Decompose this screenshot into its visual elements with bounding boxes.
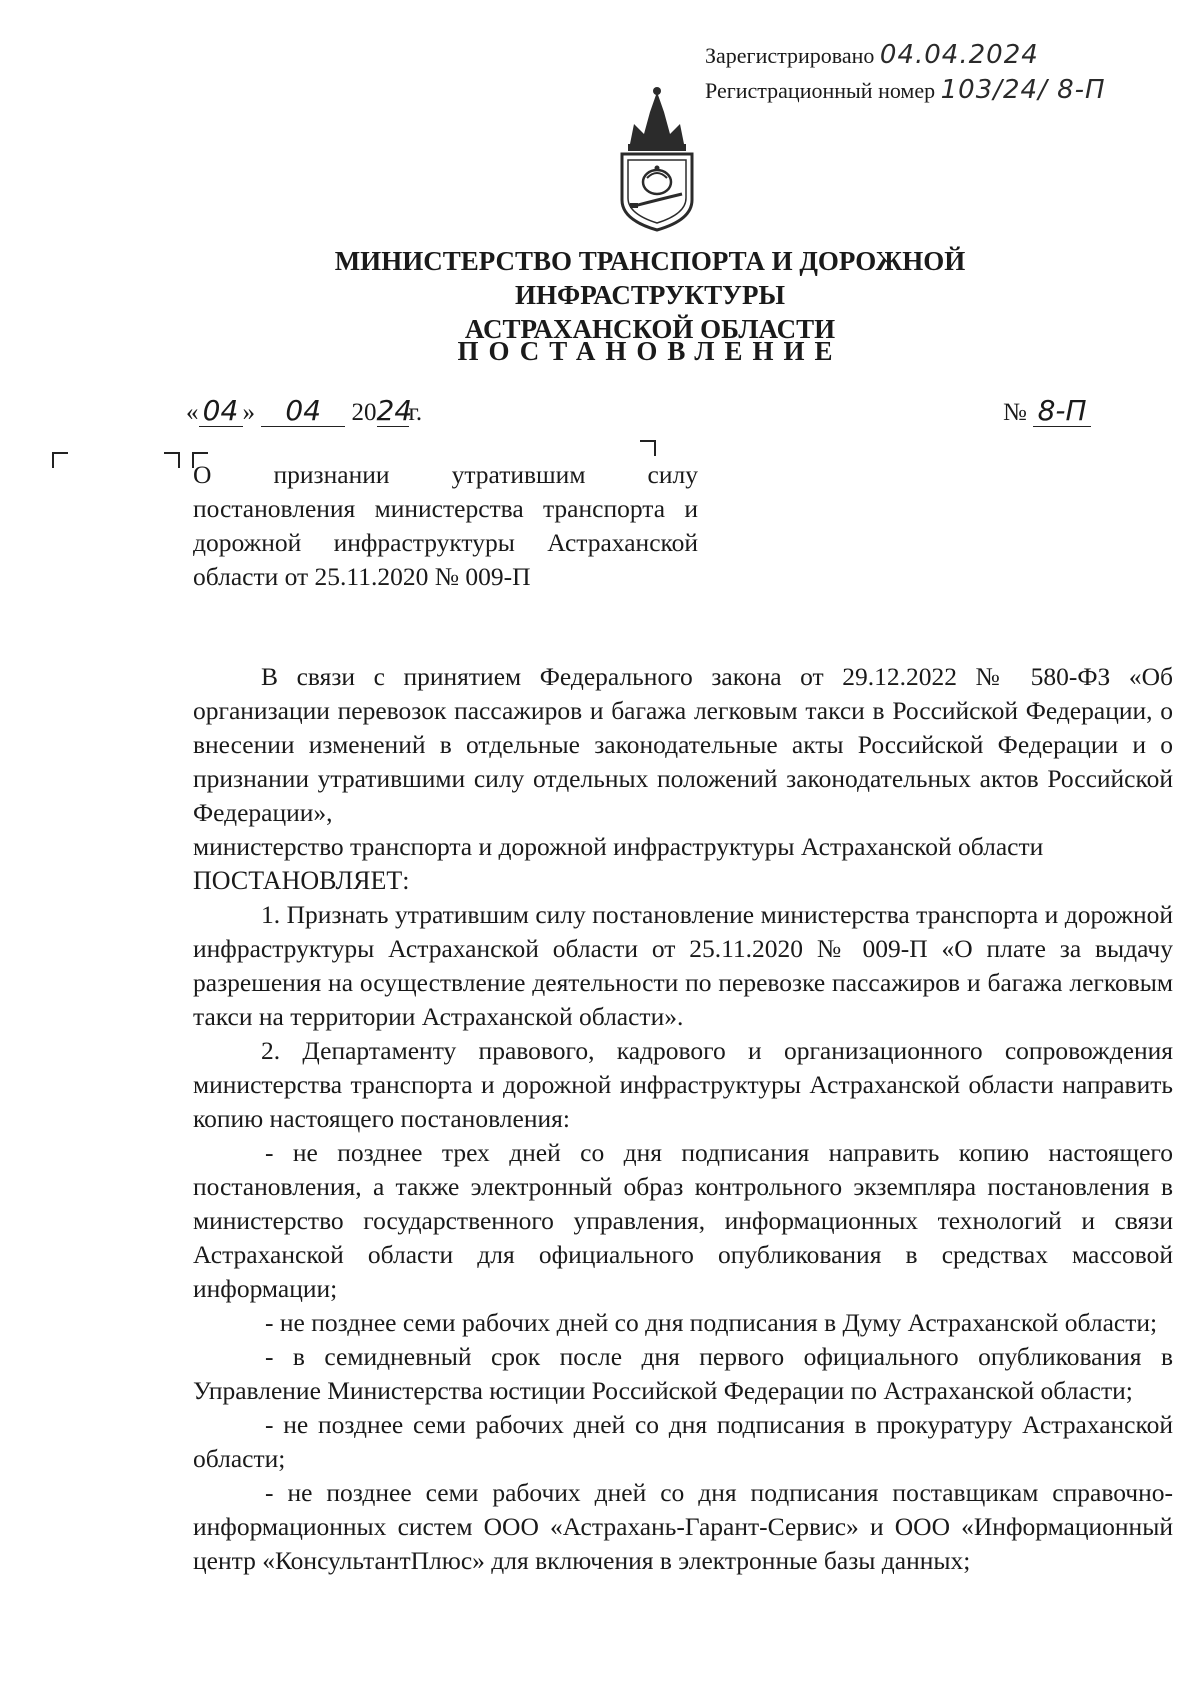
reg-number: 103/24/ 8-П	[940, 75, 1106, 105]
ministry-title	[200, 244, 1100, 346]
item-1: 1. Признать утратившим силу постановление министерства транспорта и дорожной инфраструктуры Астраханской области от 25.11.2020 № 009-П «О плате за выдачу разрешения на осуществление деятельности по перевозке пассажиров и багажа легковым такси на территории Астраханской области».	[193, 900, 1173, 1031]
ministry-line-2: АСТРАХАНСКОЙ ОБЛАСТИ	[464, 314, 836, 344]
corner-mark-right	[640, 440, 656, 456]
document-body	[193, 660, 1173, 1578]
date-suffix: г.	[408, 399, 423, 426]
corner-mark-mid-right	[164, 452, 180, 468]
registered-label: Зарегистрировано	[705, 43, 875, 68]
number-label: №	[1003, 399, 1027, 426]
item-2: 2. Департаменту правового, кадрового и организационного сопровождения министерства транспорта и дорожной инфраструктуры Астраханской области направить копию настоящего постановления:	[193, 1036, 1173, 1133]
date-day: 04	[199, 396, 243, 427]
date-month: 04	[261, 396, 345, 427]
date-close-quote: »	[242, 399, 255, 426]
bullet-4: - не позднее семи рабочих дней со дня подписания в прокуратуру Астраханской области;	[193, 1410, 1173, 1473]
document-date	[186, 396, 422, 427]
reg-number-label: Регистрационный номер	[705, 78, 936, 103]
document-type: ПОСТАНОВЛЕНИЕ	[457, 336, 843, 366]
resolves-label: ПОСТАНОВЛЯЕТ:	[193, 866, 410, 895]
coat-of-arms-icon	[612, 82, 702, 232]
date-year: 24	[376, 394, 413, 427]
document-number	[1003, 396, 1091, 427]
bullet-1: - не позднее трех дней со дня подписания направить копию настоящего постановления, а также электронный образ контрольного экземпляра постановления в министерство государственного управления, информационных технологий и связи Астраханской области для официального опубликования в средствах массовой информации;	[193, 1138, 1173, 1303]
issuer: министерство транспорта и дорожной инфраструктуры Астраханской области	[193, 832, 1044, 861]
registration-stamp	[705, 38, 1106, 108]
date-century: 20	[351, 399, 377, 426]
preamble: В связи с принятием Федерального закона от 29.12.2022 № 580-ФЗ «Об организации перевозок пассажиров и багажа легковым такси в Российской Федерации, о внесении изменений в отдельные законодательные акты Российской Федерации и о признании утратившими силу отдельных положений законодательных актов Российской Федерации»,	[193, 662, 1173, 827]
registered-date: 04.04.2024	[879, 40, 1039, 70]
ministry-line-1: МИНИСТЕРСТВО ТРАНСПОРТА И ДОРОЖНОЙ ИНФРАСТРУКТУРЫ	[334, 246, 966, 310]
bullet-5: - не позднее семи рабочих дней со дня подписания поставщикам справочно-информационных систем ООО «Астрахань-Гарант-Сервис» и ООО «Информационный центр «КонсультантПлюс» для включения в электронные базы данных;	[193, 1478, 1173, 1575]
date-open-quote: «	[186, 399, 199, 426]
number-value: 8-П	[1033, 396, 1091, 427]
document-subject: О признании утратившим силу постановления министерства транспорта и дорожной инфраструктуры Астраханской области от 25.11.2020 № 009-П	[193, 460, 698, 591]
bullet-2: - не позднее семи рабочих дней со дня подписания в Думу Астраханской области;	[265, 1308, 1158, 1337]
bullet-3: - в семидневный срок после дня первого официального опубликования в Управление Министерства юстиции Российской Федерации по Астраханской области;	[193, 1342, 1173, 1405]
corner-mark-left	[52, 452, 68, 468]
